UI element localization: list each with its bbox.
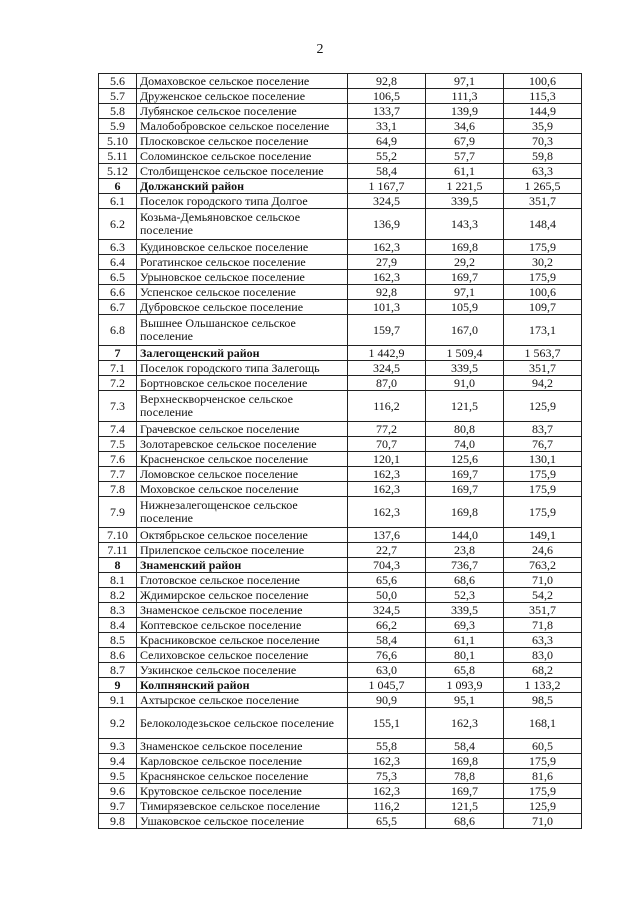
value-col-2: 61,1 bbox=[426, 633, 504, 648]
value-col-1: 58,4 bbox=[348, 164, 426, 179]
value-col-2: 23,8 bbox=[426, 543, 504, 558]
value-col-2: 169,7 bbox=[426, 270, 504, 285]
row-name: Должанский район bbox=[137, 179, 348, 194]
row-name: Поселок городского типа Залегощь bbox=[137, 361, 348, 376]
value-col-3: 175,9 bbox=[504, 482, 582, 497]
value-col-1: 55,2 bbox=[348, 149, 426, 164]
value-col-2: 52,3 bbox=[426, 588, 504, 603]
row-number: 7.1 bbox=[99, 361, 137, 376]
value-col-1: 162,3 bbox=[348, 482, 426, 497]
value-col-2: 69,3 bbox=[426, 618, 504, 633]
value-col-2: 91,0 bbox=[426, 376, 504, 391]
value-col-2: 143,3 bbox=[426, 209, 504, 240]
value-col-3: 70,3 bbox=[504, 134, 582, 149]
value-col-1: 64,9 bbox=[348, 134, 426, 149]
row-name: Тимирязевское сельское поселение bbox=[137, 799, 348, 814]
value-col-2: 162,3 bbox=[426, 708, 504, 739]
value-col-2: 97,1 bbox=[426, 285, 504, 300]
row-name: Ждимирское сельское поселение bbox=[137, 588, 348, 603]
row-number: 7.5 bbox=[99, 437, 137, 452]
value-col-3: 351,7 bbox=[504, 603, 582, 618]
value-col-3: 175,9 bbox=[504, 467, 582, 482]
value-col-3: 1 563,7 bbox=[504, 346, 582, 361]
value-col-3: 130,1 bbox=[504, 452, 582, 467]
row-name: Бортновское сельское поселение bbox=[137, 376, 348, 391]
row-number: 8.5 bbox=[99, 633, 137, 648]
row-number: 8.3 bbox=[99, 603, 137, 618]
value-col-1: 1 167,7 bbox=[348, 179, 426, 194]
value-col-2: 167,0 bbox=[426, 315, 504, 346]
district-row bbox=[99, 678, 582, 693]
value-col-3: 125,9 bbox=[504, 799, 582, 814]
district-row bbox=[99, 346, 582, 361]
row-name: Грачевское сельское поселение bbox=[137, 422, 348, 437]
row-number: 5.7 bbox=[99, 89, 137, 104]
table-row bbox=[99, 74, 582, 89]
row-name: Глотовское сельское поселение bbox=[137, 573, 348, 588]
value-col-1: 162,3 bbox=[348, 497, 426, 528]
row-name: Золотаревское сельское поселение bbox=[137, 437, 348, 452]
value-col-2: 58,4 bbox=[426, 739, 504, 754]
value-col-3: 149,1 bbox=[504, 528, 582, 543]
table-row bbox=[99, 708, 582, 739]
row-name: Урыновское сельское поселение bbox=[137, 270, 348, 285]
table-row bbox=[99, 603, 582, 618]
row-number: 8.1 bbox=[99, 573, 137, 588]
value-col-1: 63,0 bbox=[348, 663, 426, 678]
row-number: 7.8 bbox=[99, 482, 137, 497]
value-col-1: 66,2 bbox=[348, 618, 426, 633]
value-col-3: 100,6 bbox=[504, 285, 582, 300]
row-name: Знаменский район bbox=[137, 558, 348, 573]
value-col-1: 324,5 bbox=[348, 194, 426, 209]
table-row bbox=[99, 452, 582, 467]
row-number: 6.8 bbox=[99, 315, 137, 346]
value-col-2: 68,6 bbox=[426, 573, 504, 588]
row-number: 6.7 bbox=[99, 300, 137, 315]
row-number: 7.10 bbox=[99, 528, 137, 543]
value-col-2: 1 509,4 bbox=[426, 346, 504, 361]
value-col-1: 137,6 bbox=[348, 528, 426, 543]
value-col-2: 1 221,5 bbox=[426, 179, 504, 194]
value-col-3: 351,7 bbox=[504, 194, 582, 209]
table-row bbox=[99, 693, 582, 708]
value-col-3: 83,0 bbox=[504, 648, 582, 663]
table-row bbox=[99, 422, 582, 437]
value-col-2: 1 093,9 bbox=[426, 678, 504, 693]
value-col-2: 139,9 bbox=[426, 104, 504, 119]
value-col-1: 65,5 bbox=[348, 814, 426, 829]
value-col-2: 97,1 bbox=[426, 74, 504, 89]
value-col-1: 92,8 bbox=[348, 285, 426, 300]
value-col-1: 92,8 bbox=[348, 74, 426, 89]
row-number: 8.6 bbox=[99, 648, 137, 663]
table-row bbox=[99, 769, 582, 784]
value-col-1: 101,3 bbox=[348, 300, 426, 315]
row-name: Козьма-Демьяновское сельское поселение bbox=[137, 209, 348, 240]
table-body bbox=[99, 74, 582, 829]
value-col-3: 1 265,5 bbox=[504, 179, 582, 194]
row-number: 7.2 bbox=[99, 376, 137, 391]
table-row bbox=[99, 240, 582, 255]
value-col-1: 55,8 bbox=[348, 739, 426, 754]
row-number: 9.6 bbox=[99, 784, 137, 799]
value-col-1: 704,3 bbox=[348, 558, 426, 573]
value-col-2: 121,5 bbox=[426, 391, 504, 422]
value-col-3: 54,2 bbox=[504, 588, 582, 603]
value-col-3: 71,0 bbox=[504, 814, 582, 829]
value-col-2: 65,8 bbox=[426, 663, 504, 678]
table-row bbox=[99, 89, 582, 104]
value-col-3: 24,6 bbox=[504, 543, 582, 558]
table-row bbox=[99, 739, 582, 754]
value-col-2: 80,1 bbox=[426, 648, 504, 663]
value-col-2: 121,5 bbox=[426, 799, 504, 814]
row-name: Коптевское сельское поселение bbox=[137, 618, 348, 633]
row-number: 5.8 bbox=[99, 104, 137, 119]
value-col-3: 173,1 bbox=[504, 315, 582, 346]
row-name: Друженское сельское поселение bbox=[137, 89, 348, 104]
row-name: Нижнезалегощенское сельское поселение bbox=[137, 497, 348, 528]
value-col-3: 81,6 bbox=[504, 769, 582, 784]
value-col-3: 63,3 bbox=[504, 633, 582, 648]
row-name: Прилепское сельское поселение bbox=[137, 543, 348, 558]
value-col-1: 162,3 bbox=[348, 754, 426, 769]
value-col-2: 169,7 bbox=[426, 784, 504, 799]
row-number: 6.4 bbox=[99, 255, 137, 270]
value-col-3: 168,1 bbox=[504, 708, 582, 739]
row-name: Рогатинское сельское поселение bbox=[137, 255, 348, 270]
row-number: 9.8 bbox=[99, 814, 137, 829]
row-number: 5.11 bbox=[99, 149, 137, 164]
row-name: Карловское сельское поселение bbox=[137, 754, 348, 769]
table-row bbox=[99, 633, 582, 648]
row-number: 6 bbox=[99, 179, 137, 194]
value-col-2: 74,0 bbox=[426, 437, 504, 452]
row-number: 9.5 bbox=[99, 769, 137, 784]
value-col-1: 155,1 bbox=[348, 708, 426, 739]
row-name: Колпнянский район bbox=[137, 678, 348, 693]
row-name: Селиховское сельское поселение bbox=[137, 648, 348, 663]
table-row bbox=[99, 437, 582, 452]
row-name: Дубровское сельское поселение bbox=[137, 300, 348, 315]
value-col-1: 58,4 bbox=[348, 633, 426, 648]
table-row bbox=[99, 754, 582, 769]
value-col-1: 87,0 bbox=[348, 376, 426, 391]
value-col-2: 29,2 bbox=[426, 255, 504, 270]
table-row bbox=[99, 164, 582, 179]
value-col-1: 50,0 bbox=[348, 588, 426, 603]
row-number: 8.7 bbox=[99, 663, 137, 678]
row-name: Знаменское сельское поселение bbox=[137, 739, 348, 754]
value-col-3: 30,2 bbox=[504, 255, 582, 270]
value-col-2: 105,9 bbox=[426, 300, 504, 315]
row-name: Верхнескворченское сельское поселение bbox=[137, 391, 348, 422]
table-row bbox=[99, 361, 582, 376]
value-col-1: 75,3 bbox=[348, 769, 426, 784]
row-number: 8 bbox=[99, 558, 137, 573]
value-col-1: 33,1 bbox=[348, 119, 426, 134]
value-col-1: 162,3 bbox=[348, 240, 426, 255]
value-col-1: 76,6 bbox=[348, 648, 426, 663]
value-col-1: 120,1 bbox=[348, 452, 426, 467]
row-name: Плосковское сельское поселение bbox=[137, 134, 348, 149]
value-col-2: 125,6 bbox=[426, 452, 504, 467]
value-col-3: 60,5 bbox=[504, 739, 582, 754]
value-col-2: 169,8 bbox=[426, 497, 504, 528]
table-row bbox=[99, 119, 582, 134]
value-col-1: 65,6 bbox=[348, 573, 426, 588]
value-col-1: 162,3 bbox=[348, 467, 426, 482]
table-row bbox=[99, 194, 582, 209]
row-number: 5.6 bbox=[99, 74, 137, 89]
value-col-3: 1 133,2 bbox=[504, 678, 582, 693]
value-col-3: 94,2 bbox=[504, 376, 582, 391]
value-col-3: 100,6 bbox=[504, 74, 582, 89]
value-col-1: 136,9 bbox=[348, 209, 426, 240]
row-name: Ахтырское сельское поселение bbox=[137, 693, 348, 708]
value-col-2: 736,7 bbox=[426, 558, 504, 573]
row-name: Узкинское сельское поселение bbox=[137, 663, 348, 678]
value-col-1: 324,5 bbox=[348, 603, 426, 618]
row-number: 5.10 bbox=[99, 134, 137, 149]
row-name: Успенское сельское поселение bbox=[137, 285, 348, 300]
table-row bbox=[99, 285, 582, 300]
table-row bbox=[99, 149, 582, 164]
value-col-3: 71,8 bbox=[504, 618, 582, 633]
table-row bbox=[99, 573, 582, 588]
value-col-1: 1 045,7 bbox=[348, 678, 426, 693]
table-row bbox=[99, 663, 582, 678]
value-col-3: 144,9 bbox=[504, 104, 582, 119]
value-col-1: 27,9 bbox=[348, 255, 426, 270]
row-number: 7.11 bbox=[99, 543, 137, 558]
value-col-3: 83,7 bbox=[504, 422, 582, 437]
row-name: Октябрьское сельское поселение bbox=[137, 528, 348, 543]
row-name: Столбищенское сельское поселение bbox=[137, 164, 348, 179]
value-col-2: 339,5 bbox=[426, 361, 504, 376]
value-col-2: 61,1 bbox=[426, 164, 504, 179]
row-number: 6.5 bbox=[99, 270, 137, 285]
table-row bbox=[99, 799, 582, 814]
table-row bbox=[99, 588, 582, 603]
value-col-1: 77,2 bbox=[348, 422, 426, 437]
value-col-1: 162,3 bbox=[348, 270, 426, 285]
value-col-2: 34,6 bbox=[426, 119, 504, 134]
row-name: Моховское сельское поселение bbox=[137, 482, 348, 497]
value-col-3: 76,7 bbox=[504, 437, 582, 452]
value-col-2: 80,8 bbox=[426, 422, 504, 437]
page-number: 2 bbox=[316, 42, 324, 57]
row-name: Соломинское сельское поселение bbox=[137, 149, 348, 164]
row-number: 9.2 bbox=[99, 708, 137, 739]
value-col-2: 68,6 bbox=[426, 814, 504, 829]
value-col-2: 169,8 bbox=[426, 240, 504, 255]
table-row bbox=[99, 134, 582, 149]
table-row bbox=[99, 618, 582, 633]
value-col-2: 169,7 bbox=[426, 467, 504, 482]
value-col-1: 116,2 bbox=[348, 799, 426, 814]
table-row bbox=[99, 391, 582, 422]
district-row bbox=[99, 179, 582, 194]
row-number: 6.2 bbox=[99, 209, 137, 240]
value-col-1: 324,5 bbox=[348, 361, 426, 376]
row-name: Красненское сельское поселение bbox=[137, 452, 348, 467]
row-name: Крутовское сельское поселение bbox=[137, 784, 348, 799]
table-row bbox=[99, 648, 582, 663]
row-number: 7.9 bbox=[99, 497, 137, 528]
value-col-2: 67,9 bbox=[426, 134, 504, 149]
value-col-3: 148,4 bbox=[504, 209, 582, 240]
value-col-1: 116,2 bbox=[348, 391, 426, 422]
table-row bbox=[99, 467, 582, 482]
value-col-2: 111,3 bbox=[426, 89, 504, 104]
row-name: Краснянское сельское поселение bbox=[137, 769, 348, 784]
value-col-3: 175,9 bbox=[504, 240, 582, 255]
row-number: 9.3 bbox=[99, 739, 137, 754]
table-row bbox=[99, 528, 582, 543]
value-col-2: 95,1 bbox=[426, 693, 504, 708]
value-col-3: 59,8 bbox=[504, 149, 582, 164]
row-name: Красниковское сельское поселение bbox=[137, 633, 348, 648]
table-row bbox=[99, 104, 582, 119]
row-number: 7.4 bbox=[99, 422, 137, 437]
row-number: 9.4 bbox=[99, 754, 137, 769]
row-number: 8.2 bbox=[99, 588, 137, 603]
table-row bbox=[99, 543, 582, 558]
value-col-1: 22,7 bbox=[348, 543, 426, 558]
district-row bbox=[99, 558, 582, 573]
value-col-3: 109,7 bbox=[504, 300, 582, 315]
row-number: 6.6 bbox=[99, 285, 137, 300]
value-col-3: 115,3 bbox=[504, 89, 582, 104]
row-number: 6.1 bbox=[99, 194, 137, 209]
table-row bbox=[99, 209, 582, 240]
row-name: Кудиновское сельское поселение bbox=[137, 240, 348, 255]
value-col-3: 98,5 bbox=[504, 693, 582, 708]
table-row bbox=[99, 376, 582, 391]
row-number: 9.7 bbox=[99, 799, 137, 814]
value-col-3: 175,9 bbox=[504, 497, 582, 528]
row-number: 5.12 bbox=[99, 164, 137, 179]
table-row bbox=[99, 300, 582, 315]
row-name: Ушаковское сельское поселение bbox=[137, 814, 348, 829]
table-row bbox=[99, 482, 582, 497]
table-row bbox=[99, 814, 582, 829]
row-name: Знаменское сельское поселение bbox=[137, 603, 348, 618]
table-row bbox=[99, 270, 582, 285]
row-number: 5.9 bbox=[99, 119, 137, 134]
value-col-3: 175,9 bbox=[504, 784, 582, 799]
row-number: 7.3 bbox=[99, 391, 137, 422]
row-name: Малобобровское сельское поселение bbox=[137, 119, 348, 134]
row-name: Белоколодезьское сельское поселение bbox=[137, 708, 348, 739]
row-number: 7.7 bbox=[99, 467, 137, 482]
row-name: Поселок городского типа Долгое bbox=[137, 194, 348, 209]
value-col-2: 78,8 bbox=[426, 769, 504, 784]
row-number: 9.1 bbox=[99, 693, 137, 708]
row-name: Домаховское сельское поселение bbox=[137, 74, 348, 89]
row-name: Залегощенский район bbox=[137, 346, 348, 361]
value-col-2: 169,7 bbox=[426, 482, 504, 497]
table-row bbox=[99, 784, 582, 799]
value-col-3: 175,9 bbox=[504, 754, 582, 769]
table-row bbox=[99, 315, 582, 346]
row-name: Лубянское сельское поселение bbox=[137, 104, 348, 119]
value-col-1: 90,9 bbox=[348, 693, 426, 708]
row-number: 7 bbox=[99, 346, 137, 361]
value-col-2: 339,5 bbox=[426, 194, 504, 209]
value-col-1: 106,5 bbox=[348, 89, 426, 104]
value-col-3: 71,0 bbox=[504, 573, 582, 588]
value-col-1: 1 442,9 bbox=[348, 346, 426, 361]
value-col-3: 351,7 bbox=[504, 361, 582, 376]
table-row bbox=[99, 255, 582, 270]
row-number: 9 bbox=[99, 678, 137, 693]
value-col-2: 339,5 bbox=[426, 603, 504, 618]
value-col-1: 70,7 bbox=[348, 437, 426, 452]
value-col-3: 763,2 bbox=[504, 558, 582, 573]
row-number: 8.4 bbox=[99, 618, 137, 633]
value-col-2: 57,7 bbox=[426, 149, 504, 164]
value-col-1: 162,3 bbox=[348, 784, 426, 799]
row-name: Ломовское сельское поселение bbox=[137, 467, 348, 482]
value-col-3: 35,9 bbox=[504, 119, 582, 134]
budget-table bbox=[98, 73, 582, 829]
value-col-2: 169,8 bbox=[426, 754, 504, 769]
table-row bbox=[99, 497, 582, 528]
row-name: Вышнее Ольшанское сельское поселение bbox=[137, 315, 348, 346]
value-col-3: 68,2 bbox=[504, 663, 582, 678]
value-col-3: 63,3 bbox=[504, 164, 582, 179]
value-col-1: 133,7 bbox=[348, 104, 426, 119]
value-col-1: 159,7 bbox=[348, 315, 426, 346]
value-col-2: 144,0 bbox=[426, 528, 504, 543]
value-col-3: 125,9 bbox=[504, 391, 582, 422]
row-number: 6.3 bbox=[99, 240, 137, 255]
row-number: 7.6 bbox=[99, 452, 137, 467]
value-col-3: 175,9 bbox=[504, 270, 582, 285]
